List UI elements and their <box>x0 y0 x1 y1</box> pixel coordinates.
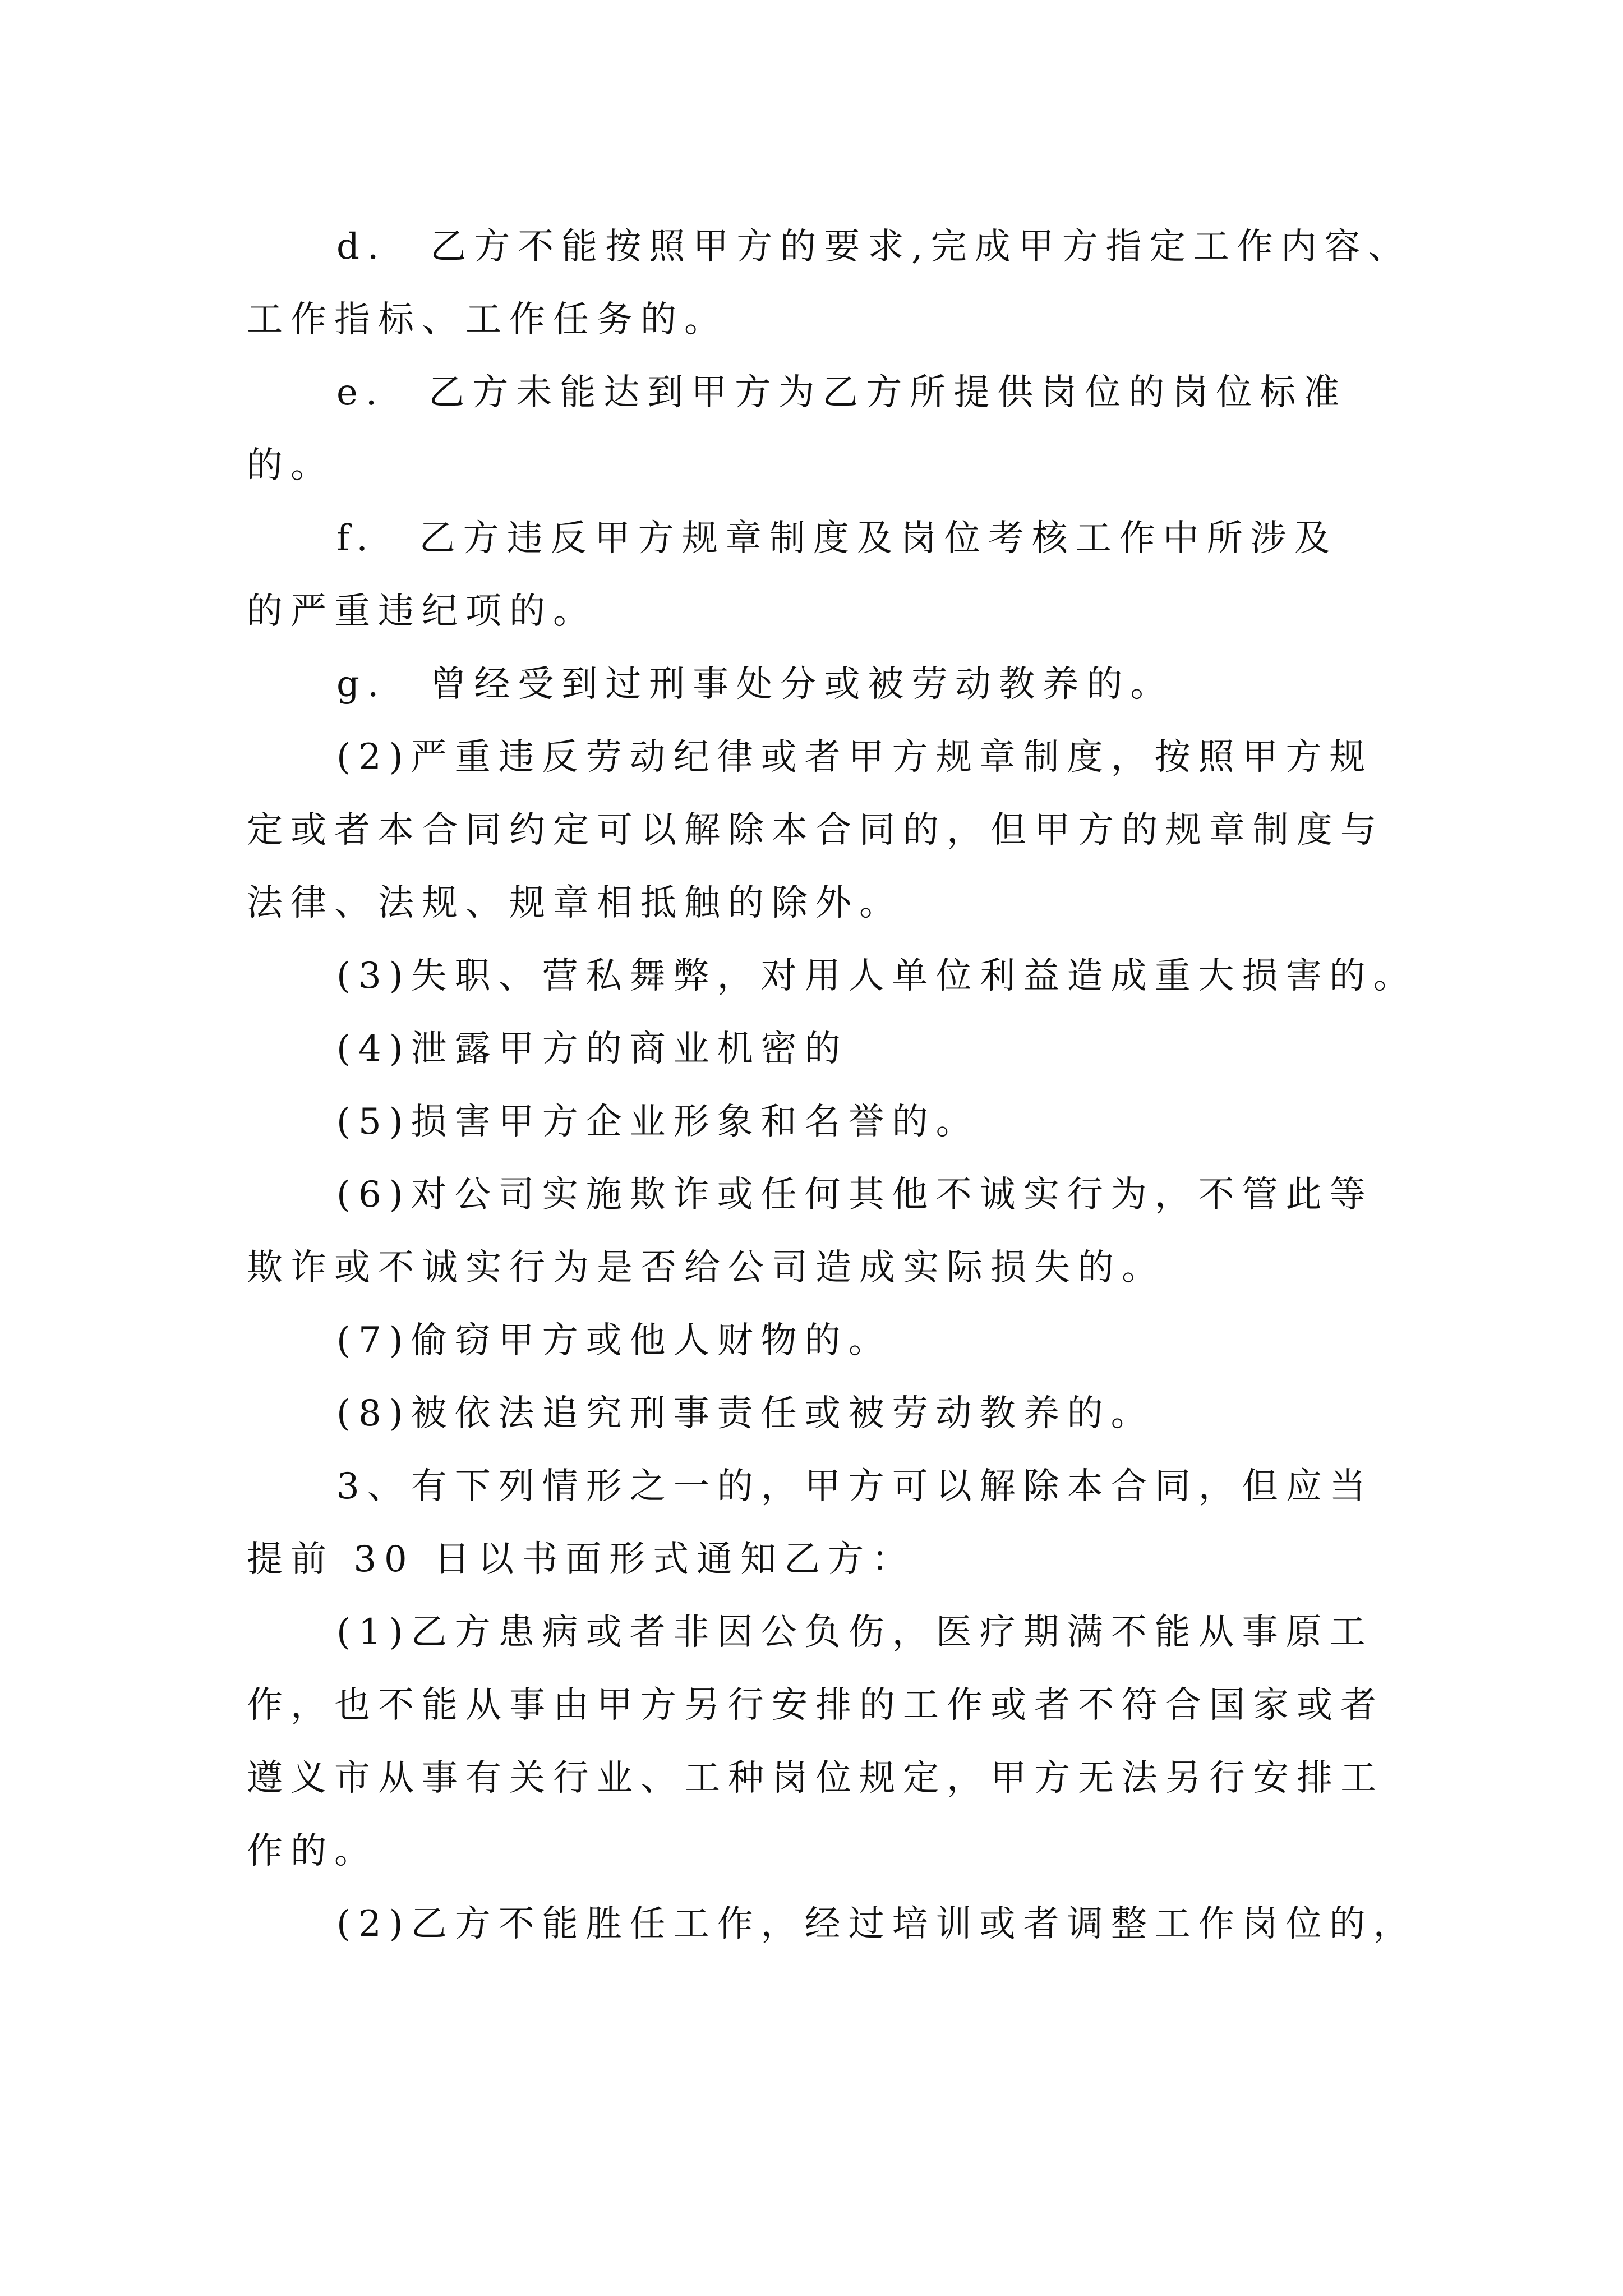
text-line-24: (2)乙方不能胜任工作，经过培训或者调整工作岗位的， <box>336 1903 1417 1945</box>
text-line-2: 工作指标、工作任务的。 <box>247 299 728 341</box>
text-line-11: (3)失职、营私舞弊，对用人单位利益造成重大损害的。 <box>336 955 1417 997</box>
text-line-6: 的严重违纪项的。 <box>247 591 597 632</box>
text-line-13: (5)损害甲方企业形象和名誉的。 <box>336 1101 980 1143</box>
text-line-12: (4)泄露甲方的商业机密的 <box>336 1028 849 1070</box>
text-line-4: 的。 <box>247 445 334 486</box>
text-line-3: e. 乙方未能达到甲方为乙方所提供岗位的岗位标准 <box>336 372 1348 413</box>
text-line-1: d. 乙方不能按照甲方的要求,完成甲方指定工作内容、 <box>336 226 1412 268</box>
text-line-14: (6)对公司实施欺诈或任何其他不诚实行为，不管此等 <box>336 1174 1373 1216</box>
text-line-7: g. 曾经受到过刑事处分或被劳动教养的。 <box>336 664 1174 705</box>
text-line-22: 遵义市从事有关行业、工种岗位规定，甲方无法另行安排工 <box>247 1757 1384 1799</box>
text-line-23: 作的。 <box>247 1830 378 1872</box>
text-line-20: (1)乙方患病或者非因公负伤，医疗期满不能从事原工 <box>336 1612 1373 1653</box>
text-line-16: (7)偷窃甲方或他人财物的。 <box>336 1320 892 1361</box>
text-line-9: 定或者本合同约定可以解除本合同的，但甲方的规章制度与 <box>247 809 1384 851</box>
text-line-21: 作，也不能从事由甲方另行安排的工作或者不符合国家或者 <box>247 1685 1384 1726</box>
text-line-19: 提前 30 日以书面形式通知乙方： <box>247 1539 916 1580</box>
text-line-17: (8)被依法追究刑事责任或被劳动教养的。 <box>336 1393 1155 1434</box>
text-line-8: (2)严重违反劳动纪律或者甲方规章制度，按照甲方规 <box>336 737 1373 778</box>
text-line-10: 法律、法规、规章相抵触的除外。 <box>247 882 903 924</box>
text-line-15: 欺诈或不诚实行为是否给公司造成实际损失的。 <box>247 1247 1165 1289</box>
text-line-5: f. 乙方违反甲方规章制度及岗位考核工作中所涉及 <box>336 518 1338 559</box>
text-line-18: 3、有下列情形之一的，甲方可以解除本合同，但应当 <box>336 1466 1373 1507</box>
